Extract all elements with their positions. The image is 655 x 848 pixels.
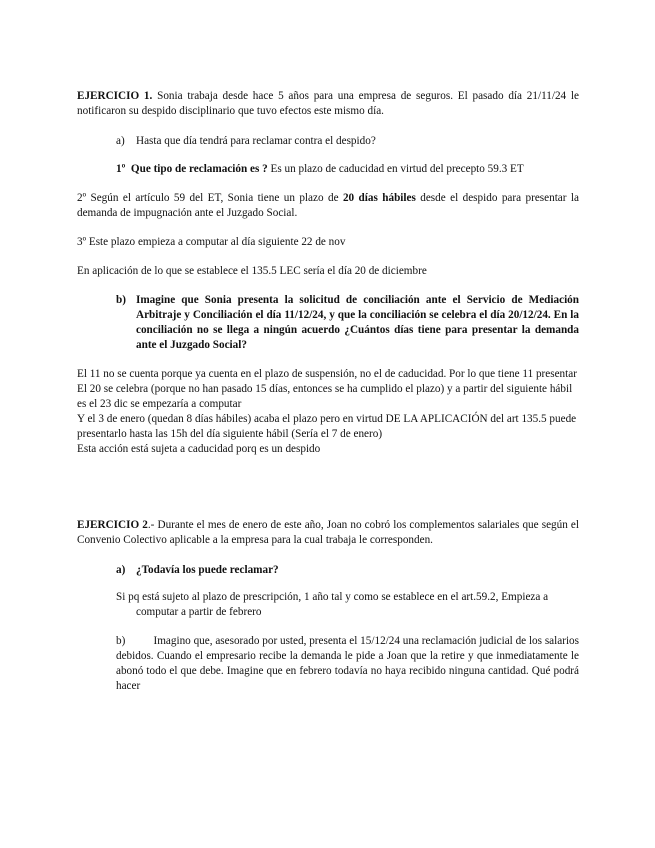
- answer-line-1: El 11 no se cuenta porque ya cuenta en el plazo de suspensión, no el de caducidad. Por lo que tiene 11 presentar: [77, 368, 577, 380]
- exercise-1-title: EJERCICIO 1.: [77, 90, 153, 102]
- exercise-2-answer-a: Si pq está sujeto al plazo de prescripción, 1 año tal y como se establece en el art.59.2, Empieza a computar a partir de febrero: [116, 591, 549, 618]
- exercise-1-step-1: 1º Que tipo de reclamación es ? Es un plazo de caducidad en virtud del precepto 59.3 ET: [116, 163, 524, 175]
- exercise-1-step-4: En aplicación de lo que se establece el 135.5 LEC sería el día 20 de diciembre: [77, 265, 427, 277]
- exercise-1-question-a: a) Hasta que día tendrá para reclamar contra el despido?: [116, 135, 376, 147]
- answer-line-4: Esta acción está sujeta a caducidad porq es un despido: [77, 443, 321, 455]
- exercise-2-intro: EJERCICIO 2.- Durante el mes de enero de este año, Joan no cobró los complementos salariales que según el Convenio Colectivo aplicable a la empresa para la cual trabaja le corresponden.: [77, 519, 580, 546]
- answer-line-2: El 20 se celebra (porque no han pasado 15 días, entonces se ha cumplido el plazo) y a partir del siguiente hábil es el 23 dic se empezaría a computar: [77, 383, 573, 410]
- exercise-1-step-2: 2º Según el artículo 59 del ET, Sonia tiene un plazo de 20 días hábiles desde el despido para presentar la demanda de impugnación ante el Juzgado Social.: [77, 192, 579, 219]
- exercise-2-title: EJERCICIO 2: [77, 519, 148, 531]
- exercise-2-question-b: b) Imagino que, asesorado por usted, presenta el 15/12/24 una reclamación judicial de los salarios debidos. Cuando el empresario recibe la demanda le pide a Joan que la retire y que inmediatamente le abonó todo el que debe. Imagine que en febrero todavía no haya recibido ninguna cantidad. Qué podrá hacer: [116, 635, 579, 692]
- exercise-2-question-a: a) ¿Todavía los puede reclamar?: [116, 564, 279, 576]
- exercise-1-question-b: b) Imagine que Sonia presenta la solicitud de conciliación ante el Servicio de Mediación Arbitraje y Conciliación el día 11/12/24, y que la conciliación se celebra el día 20/12/24. En la conciliación no se llega a ningún acuerdo ¿Cuántos días tiene para presentar la demanda ante el Juzgado Social?: [116, 294, 579, 351]
- answer-line-3: Y el 3 de enero (quedan 8 días hábiles) acaba el plazo pero en virtud DE LA APLICACIÓN del art 135.5 puede presentarlo hasta las 15h del día siguiente hábil (Sería el 7 de enero): [77, 413, 577, 440]
- exercise-1-intro: EJERCICIO 1. Sonia trabaja desde hace 5 años para una empresa de seguros. El pasado día 21/11/24 le notificaron su despido disciplinario que tuvo efectos este mismo día.: [77, 90, 579, 117]
- exercise-1-step-3: 3º Este plazo empieza a computar al día siguiente 22 de nov: [77, 236, 346, 248]
- exercise-1-answer: [77, 367, 579, 457]
